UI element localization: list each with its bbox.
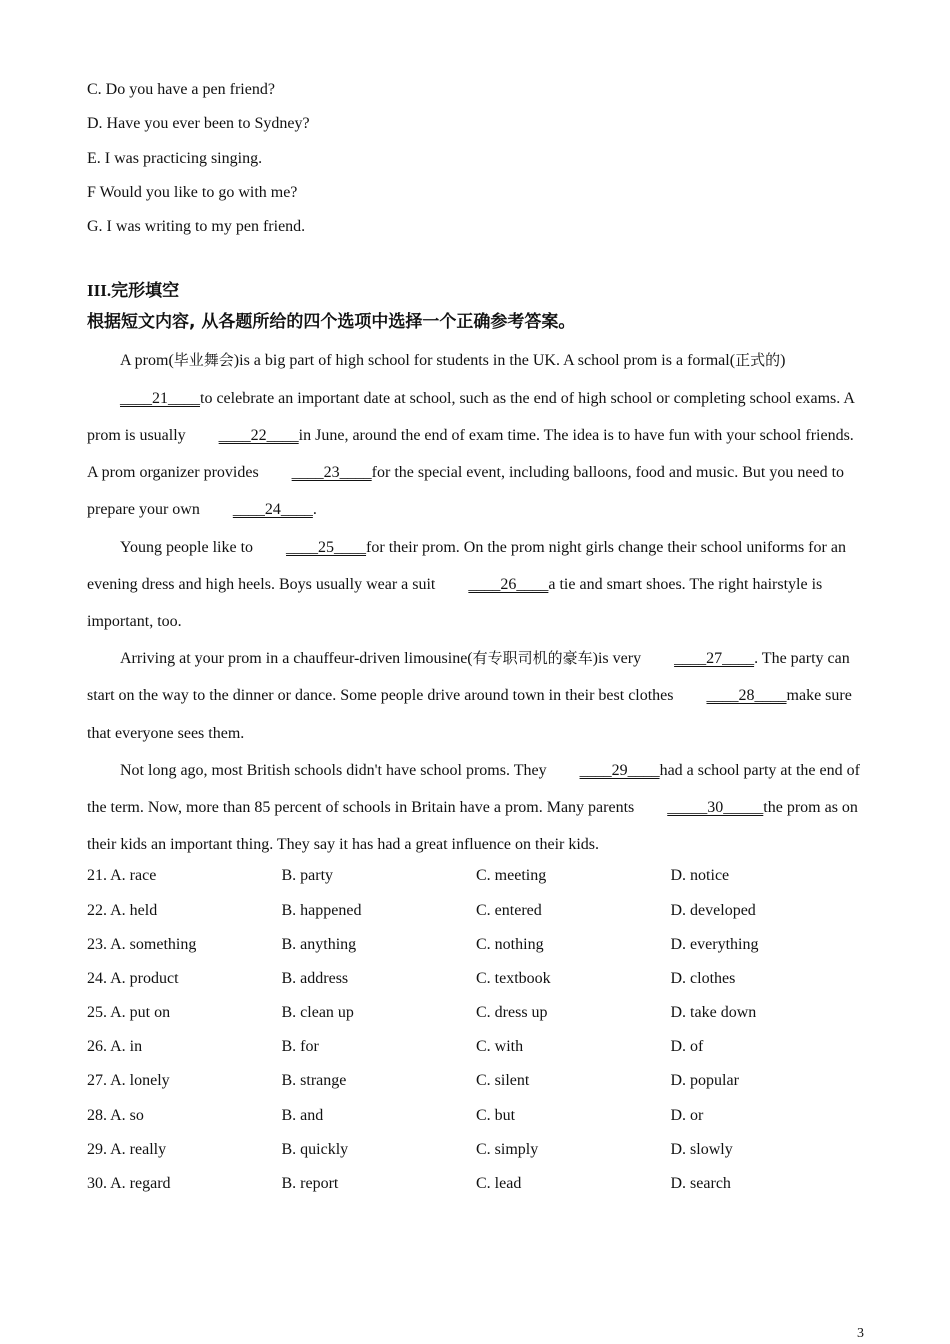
text: make sure that everyone sees them. xyxy=(87,687,852,742)
text: ) xyxy=(780,352,786,370)
choice-a: 27. A. lonely xyxy=(87,1072,170,1090)
text: )is a big part of high school for students in the UK. A school prom is a formal( xyxy=(233,352,736,370)
paragraph-2 xyxy=(87,529,867,641)
choice-b: B. and xyxy=(281,1106,324,1124)
choice-b: B. report xyxy=(281,1175,339,1193)
choice-b: B. happened xyxy=(281,901,362,919)
choice-d: D. of xyxy=(670,1038,704,1056)
choice-d: D. search xyxy=(670,1175,731,1193)
choice-c: C. with xyxy=(476,1038,524,1056)
choice-d: D. notice xyxy=(670,867,730,885)
choice-c: C. silent xyxy=(476,1072,530,1090)
choice-d: D. take down xyxy=(670,1004,757,1022)
choice-b: B. party xyxy=(281,867,334,885)
section-title: III.完形填空 xyxy=(87,281,180,301)
question-row xyxy=(87,1133,867,1167)
text: had a school party at the end of the term. Now, more than 85 percent of schools in Britain have a prom. Many parents xyxy=(87,761,860,816)
choice-a: 22. A. held xyxy=(87,901,158,919)
question-row xyxy=(87,1099,867,1133)
choice-c: C. nothing xyxy=(476,935,544,953)
text: A prom( xyxy=(120,352,174,370)
choice-d: D. everything xyxy=(670,935,759,953)
choice-d: D. clothes xyxy=(670,969,736,987)
choice-c: C. but xyxy=(476,1106,516,1124)
choice-c: C. dress up xyxy=(476,1004,548,1022)
blank-27: ____27____ xyxy=(674,650,755,668)
choice-b: B. clean up xyxy=(281,1004,354,1022)
choice-d: D. popular xyxy=(670,1072,739,1090)
paragraph-4 xyxy=(87,752,867,864)
paragraph-3 xyxy=(87,640,867,752)
choice-b: B. quickly xyxy=(281,1140,349,1158)
chinese-gloss: 有专职司机的豪车 xyxy=(472,649,593,668)
blank-23: ____23____ xyxy=(291,464,372,482)
option-f: F Would you like to go with me? xyxy=(87,183,298,201)
text: the prom as on their kids an important thing. They say it has had a great influence on their kids. xyxy=(87,798,858,854)
option-c: C. Do you have a pen friend? xyxy=(87,81,275,98)
choice-a: 30. A. regard xyxy=(87,1175,171,1193)
choice-b: B. anything xyxy=(281,935,357,953)
text: . The party can start on the way to the dinner or dance. Some people drive around town in their best clothes xyxy=(87,650,850,705)
text: in June, around the end of exam time. The idea is to have fun with your school friends. A prom organizer provides xyxy=(87,426,854,482)
choice-a: 28. A. so xyxy=(87,1106,144,1124)
blank-26: ____26____ xyxy=(468,575,549,593)
blank-25: ____25____ xyxy=(286,538,367,556)
text: Arriving at your prom in a chauffeur-driven limousine( xyxy=(120,650,473,668)
question-row xyxy=(87,859,867,893)
answer-choices xyxy=(87,859,867,1201)
page-content xyxy=(87,78,867,1201)
option-e: E. I was practicing singing. xyxy=(87,149,263,167)
blank-29: ____29____ xyxy=(579,761,660,779)
choice-d: D. or xyxy=(670,1106,704,1124)
question-row xyxy=(87,1064,867,1098)
chinese-gloss: 正式的 xyxy=(735,351,781,370)
option-d: D. Have you ever been to Sydney? xyxy=(87,115,310,133)
section-instruction: 根据短文内容, 从各题所给的四个选项中选择一个正确参考答案。 xyxy=(87,312,576,333)
choice-a: 24. A. product xyxy=(87,969,179,987)
blank-21: ____21____ xyxy=(120,389,200,407)
choice-d: D. developed xyxy=(670,901,756,919)
question-row xyxy=(87,1167,867,1201)
choice-d: D. slowly xyxy=(670,1140,733,1158)
blank-28: ____28____ xyxy=(706,687,787,705)
text: for their prom. On the prom night girls change their school uniforms for an evening dress and high heels. Boys usually wear a suit xyxy=(87,538,846,593)
choice-c: C. entered xyxy=(476,901,542,919)
cloze-passage xyxy=(87,342,867,863)
question-row xyxy=(87,928,867,962)
paragraph-1 xyxy=(87,342,867,528)
choice-b: B. address xyxy=(281,969,349,987)
choice-a: 21. A. race xyxy=(87,867,157,885)
text: a tie and smart shoes. The right hairstyle is important, too. xyxy=(87,575,823,630)
choice-a: 26. A. in xyxy=(87,1038,143,1056)
text: Not long ago, most British schools didn't have school proms. They xyxy=(120,761,547,779)
blank-30: _____30_____ xyxy=(667,798,764,816)
choice-c: C. meeting xyxy=(476,867,547,885)
question-row xyxy=(87,996,867,1030)
choice-b: B. for xyxy=(281,1038,319,1056)
text: Young people like to xyxy=(120,538,254,556)
choice-a: 25. A. put on xyxy=(87,1004,171,1022)
blank-22: ____22____ xyxy=(218,426,299,444)
choice-c: C. simply xyxy=(476,1140,539,1158)
text: to celebrate an important date at school, such as the end of high school or completing school exams. A prom is usually xyxy=(87,389,855,444)
text: )is very xyxy=(592,650,642,668)
choice-c: C. textbook xyxy=(476,969,551,987)
choice-a: 23. A. something xyxy=(87,935,197,953)
choice-b: B. strange xyxy=(281,1072,347,1090)
chinese-gloss: 毕业舞会 xyxy=(173,351,234,370)
question-row xyxy=(87,962,867,996)
dialogue-options xyxy=(87,78,867,249)
choice-c: C. lead xyxy=(476,1175,522,1193)
text: for the special event, including balloons, food and music. But you need to prepare your own xyxy=(87,464,845,519)
option-g: G. I was writing to my pen friend. xyxy=(87,218,306,236)
blank-24: ____24____ xyxy=(232,501,313,519)
question-row xyxy=(87,1030,867,1064)
page-number: 3 xyxy=(857,1326,864,1341)
choice-a: 29. A. really xyxy=(87,1140,167,1158)
question-row xyxy=(87,894,867,928)
text: . xyxy=(312,501,317,519)
